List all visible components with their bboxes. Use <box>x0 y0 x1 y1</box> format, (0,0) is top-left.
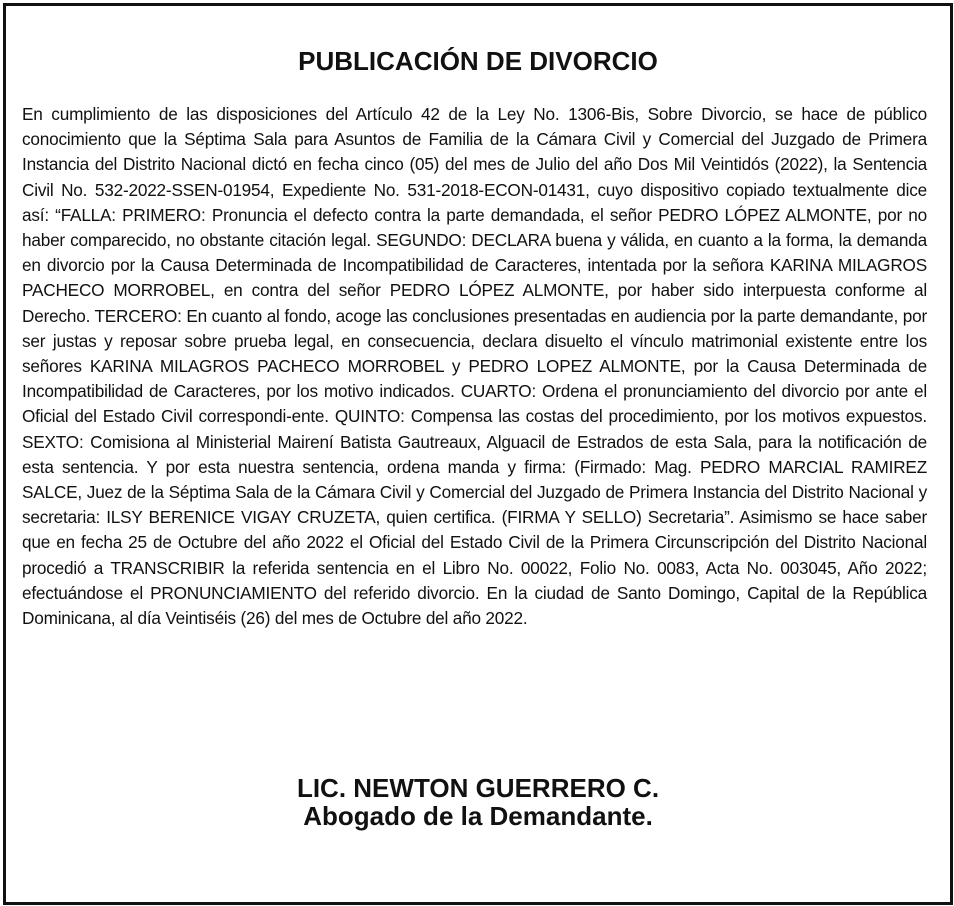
notice-body: En cumplimiento de las disposiciones del Artículo 42 de la Ley No. 1306-Bis, Sobre Divorcio, se hace de público conocimiento que la Séptima Sala para Asuntos de Familia de la Cámara Civil y Comercial del Juzgado de Primera Instancia del Distrito Nacional dictó en fecha cinco (05) del mes de Julio del año Dos Mil Veintidós (2022), la Sentencia Civil No. 532-2022-SSEN-01954, Expediente No. 531-2018-ECON-01431, cuyo dispositivo copiado textualmente dice así: “FALLA: PRIMERO: Pronuncia el defecto contra la parte demandada, el señor PEDRO LÓPEZ ALMONTE, por no haber comparecido, no obstante citación legal. SEGUNDO: DECLARA buena y válida, en cuanto a la forma, la demanda en divorcio por la Causa Determinada de Incompatibilidad de Caracteres, intentada por la señora KARINA MILAGROS PACHECO MORROBEL, en contra del señor PEDRO LÓPEZ ALMONTE, por haber sido interpuesta conforme al Derecho. TERCERO: En cuanto al fondo, acoge las conclusiones presentadas en audiencia por la parte demandante, por ser justas y reposar sobre prueba legal, en consecuencia, declara disuelto el vínculo matrimonial existente entre los señores KARINA MILAGROS PACHECO MORROBEL y PEDRO LOPEZ ALMONTE, por la Causa Determinada de Incompatibilidad de Caracteres, por los motivo indicados. CUARTO: Ordena el pronunciamiento del divorcio por ante el Oficial del Estado Civil correspondi-ente. QUINTO: Compensa las costas del procedimiento, por los motivos expuestos. SEXTO: Comisiona al Ministerial Mairení Batista Gautreaux, Alguacil de Estrados de esta Sala, para la notificación de esta sentencia. Y por esta nuestra sentencia, ordena manda y firma: (Firmado: Mag. PEDRO MARCIAL RAMIREZ SALCE, Juez de la Séptima Sala de la Cámara Civil y Comercial del Juzgado de Primera Instancia del Distrito Nacional y secretaria: ILSY BERENICE VIGAY CRUZETA, quien certifica. (FIRMA Y SELLO) Secretaria”. Asimismo se hace saber que en fecha 25 de Octubre del año 2022 el Oficial del Estado Civil de la Primera Circunscripción del Distrito Nacional procedió a TRANSCRIBIR la referida sentencia en el Libro No. 00022, Folio No. 0083, Acta No. 003045, Año 2022; efectuándose el PRONUNCIAMIENTO del referido divorcio. En la ciudad de Santo Domingo, Capital de la República Dominicana, al día Veintiséis (26) del mes de Octubre del año 2022. <box>22 104 927 629</box>
signature-block <box>6 774 950 830</box>
notice-frame <box>3 3 953 905</box>
signature-role: Abogado de la Demandante. <box>303 801 653 831</box>
signature-name: LIC. NEWTON GUERRERO C. <box>296 773 660 803</box>
notice-title: PUBLICACIÓN DE DIVORCIO <box>298 46 658 76</box>
